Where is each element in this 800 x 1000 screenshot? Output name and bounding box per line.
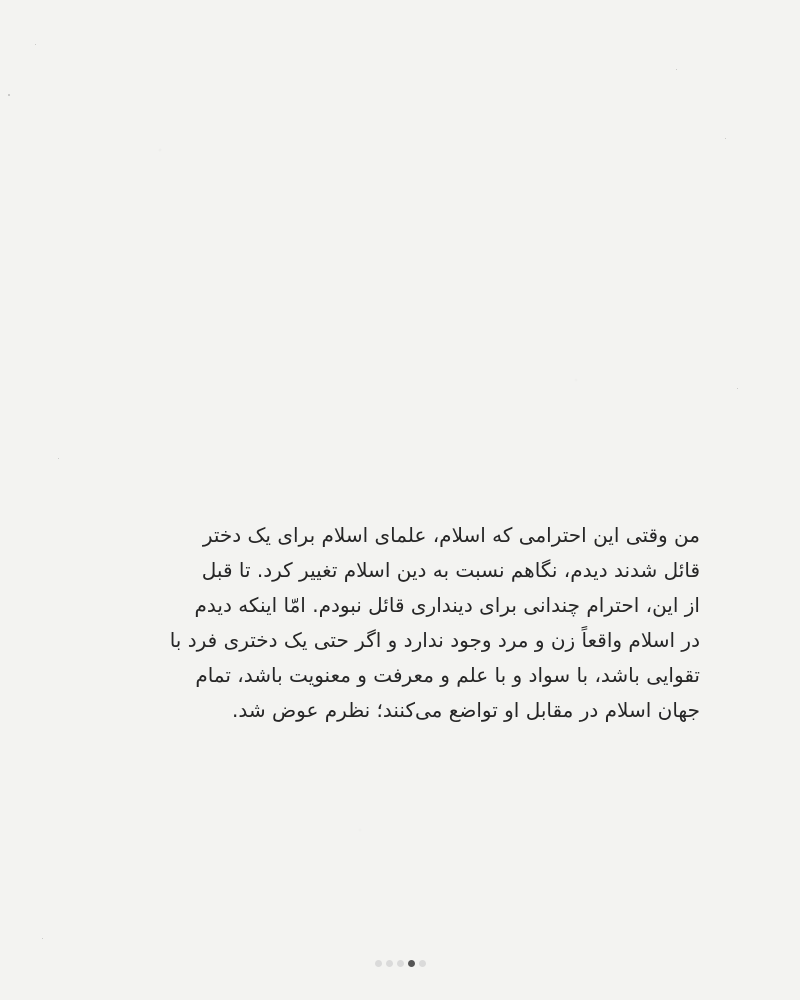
post-text-line: قائل شدند دیدم، نگاهم نسبت به دین اسلام تغییر کرد. تا قبل bbox=[201, 558, 700, 582]
pagination-dot[interactable] bbox=[419, 960, 426, 967]
paper-speck bbox=[35, 44, 36, 45]
post-text-line: تقوایی باشد، با سواد و با علم و معرفت و معنویت باشد، تمام bbox=[195, 663, 700, 687]
paper-speck bbox=[8, 94, 10, 96]
carousel-pagination[interactable] bbox=[368, 957, 432, 969]
pagination-dot-active[interactable] bbox=[408, 960, 415, 967]
paper-speck bbox=[725, 138, 726, 139]
post-text-line: از این، احترام چندانی برای دینداری قائل نبودم. امّا اینکه دیدم bbox=[194, 593, 700, 617]
post-body-text bbox=[118, 518, 700, 728]
paper-speck bbox=[58, 458, 59, 459]
pagination-dot[interactable] bbox=[375, 960, 382, 967]
paper-speck bbox=[42, 938, 43, 939]
pagination-dot[interactable] bbox=[397, 960, 404, 967]
pagination-dot[interactable] bbox=[386, 960, 393, 967]
post-text-line: در اسلام واقعاً زن و مرد وجود ندارد و اگر حتی یک دختری فرد با bbox=[169, 628, 700, 652]
post-text-line: من وقتی این احترامی که اسلام، علمای اسلام برای یک دختر bbox=[202, 523, 700, 547]
post-text-line: جهان اسلام در مقابل او تواضع می‌کنند؛ نظرم عوض شد. bbox=[232, 698, 700, 722]
paper-speck bbox=[676, 69, 677, 70]
paper-speck bbox=[737, 388, 738, 389]
